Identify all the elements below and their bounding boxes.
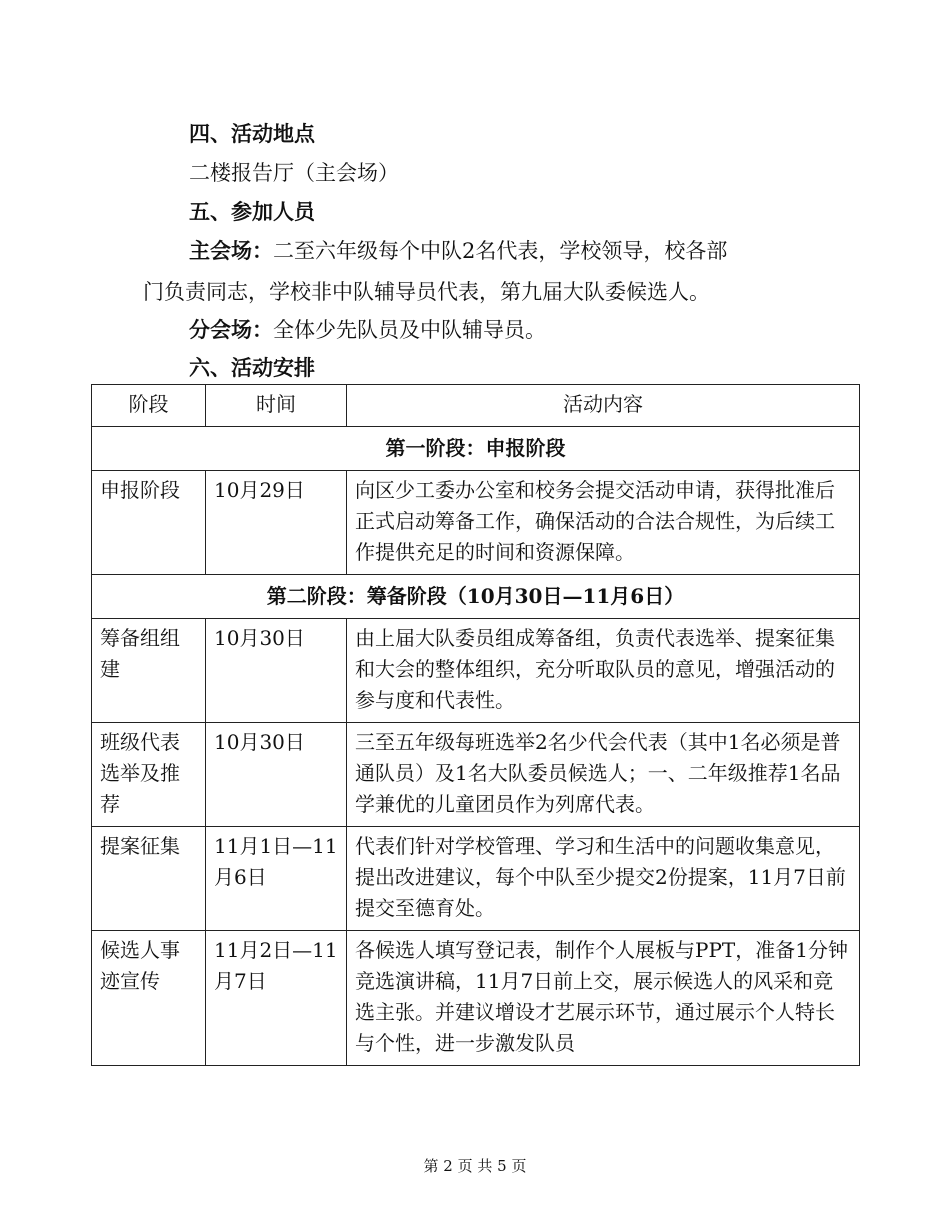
main-venue-text: 二至六年级每个中队2名代表，学校领导，校各部 — [273, 239, 728, 263]
phase-1-title: 第一阶段：申报阶段 — [92, 427, 860, 471]
time-cell: 10月29日 — [206, 471, 347, 575]
sub-venue-line — [189, 314, 546, 346]
time-cell: 10月30日 — [206, 619, 347, 723]
stage-cell: 筹备组组建 — [92, 619, 206, 723]
location-text: 二楼报告厅（主会场） — [189, 161, 399, 185]
page-footer: 第 2 页 共 5 页 — [423, 1157, 527, 1175]
time-cell: 11月1日—11月6日 — [206, 827, 347, 931]
table-row — [92, 471, 860, 575]
stage-cell: 班级代表选举及推荐 — [92, 723, 206, 827]
content-cell: 三至五年级每班选举2名少代会代表（其中1名必须是普通队员）及1名大队委员候选人；一、二年级推荐1名品学兼优的儿童团员作为列席代表。 — [347, 723, 860, 827]
main-venue-line — [189, 235, 727, 267]
phase-row — [92, 575, 860, 619]
table-header-row — [92, 385, 860, 427]
main-venue-text-cont: 门负责同志，学校非中队辅导员代表，第九届大队委候选人。 — [143, 280, 710, 304]
section-heading-location: 四、活动地点 — [189, 121, 315, 146]
schedule-table — [91, 384, 860, 1066]
content-cell: 由上届大队委员组成筹备组，负责代表选举、提案征集和大会的整体组织，充分听取队员的意见，增强活动的参与度和代表性。 — [347, 619, 860, 723]
stage-cell: 提案征集 — [92, 827, 206, 931]
header-content: 活动内容 — [347, 385, 860, 427]
header-stage: 阶段 — [92, 385, 206, 427]
phase-2-title: 第二阶段：筹备阶段（10月30日—11月6日） — [92, 575, 860, 619]
section-heading-participants: 五、参加人员 — [189, 199, 315, 224]
stage-cell: 申报阶段 — [92, 471, 206, 575]
table-row — [92, 619, 860, 723]
content-cell: 代表们针对学校管理、学习和生活中的问题收集意见，提出改进建议，每个中队至少提交2份提案，11月7日前提交至德育处。 — [347, 827, 860, 931]
time-cell: 11月2日—11月7日 — [206, 931, 347, 1066]
content-cell: 向区少工委办公室和校务会提交活动申请，获得批准后正式启动筹备工作，确保活动的合法合规性，为后续工作提供充足的时间和资源保障。 — [347, 471, 860, 575]
phase-row — [92, 427, 860, 471]
main-venue-label: 主会场： — [189, 238, 273, 263]
content-cell: 各候选人填写登记表，制作个人展板与PPT，准备1分钟竞选演讲稿，11月7日前上交，展示候选人的风采和竞选主张。并建议增设才艺展示环节，通过展示个人特长与个性，进一步激发队员 — [347, 931, 860, 1066]
table-row — [92, 827, 860, 931]
time-cell: 10月30日 — [206, 723, 347, 827]
sub-venue-text: 全体少先队员及中队辅导员。 — [273, 318, 546, 342]
header-time: 时间 — [206, 385, 347, 427]
table-row — [92, 723, 860, 827]
stage-cell: 候选人事迹宣传 — [92, 931, 206, 1066]
table-row — [92, 931, 860, 1066]
sub-venue-label: 分会场： — [189, 317, 273, 342]
section-heading-schedule: 六、活动安排 — [189, 355, 315, 380]
